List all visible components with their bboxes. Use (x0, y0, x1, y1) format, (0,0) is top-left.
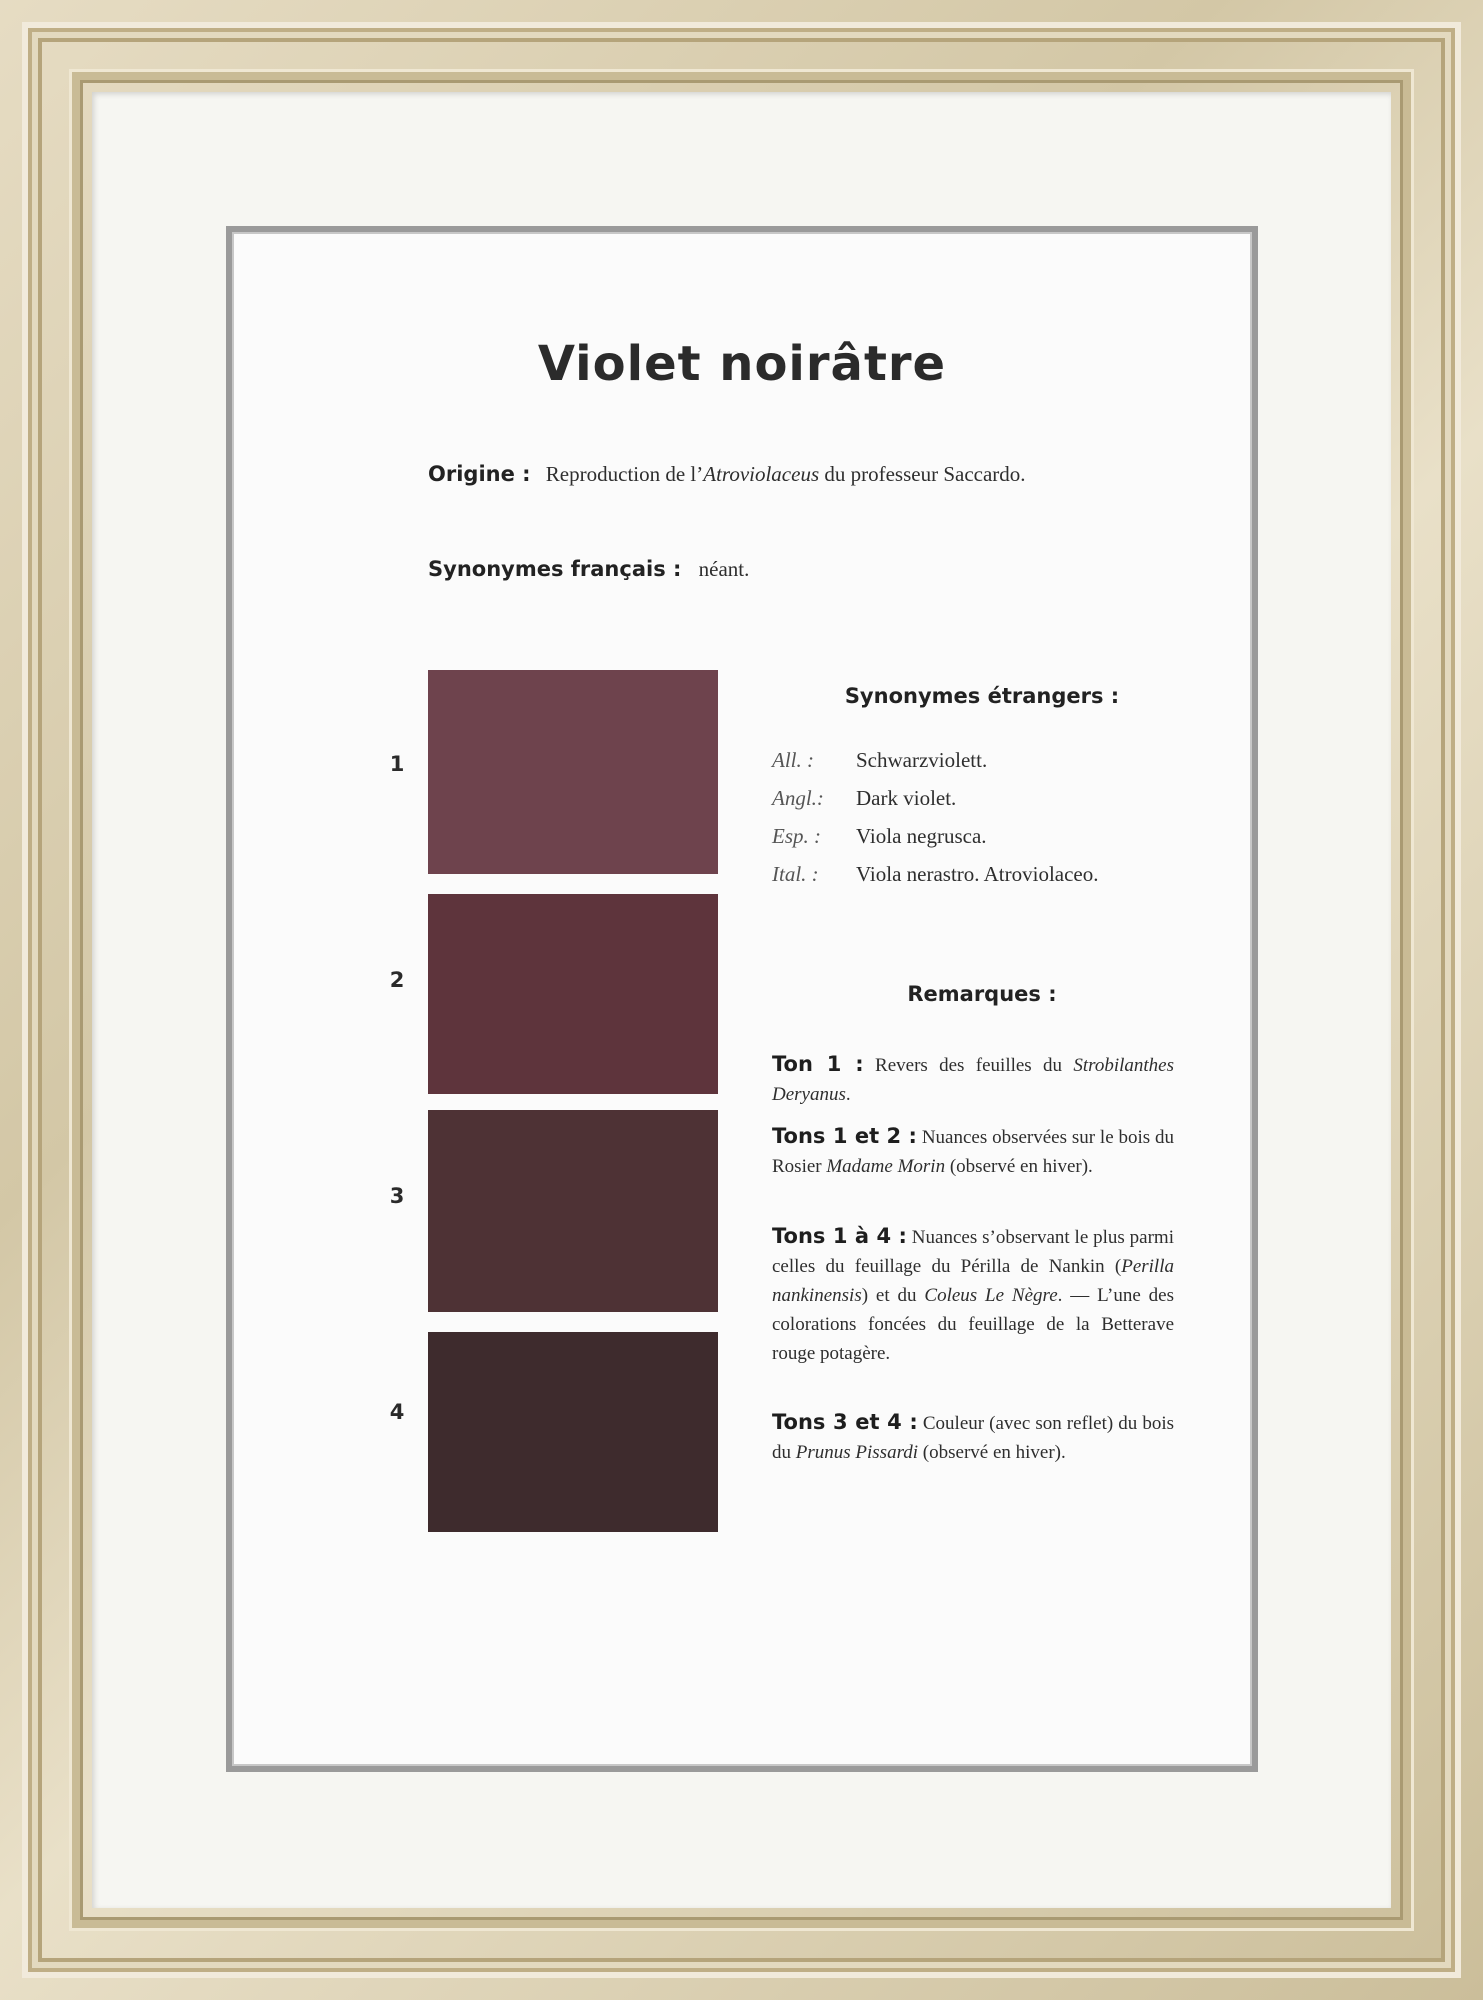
synonym-value: Viola negrusca. (856, 824, 987, 848)
synonym-language: All. : (772, 748, 814, 772)
remark-text: . (845, 1084, 851, 1105)
remark-text: ) et du (861, 1285, 925, 1306)
remark-item (772, 1122, 1174, 1181)
swatch-number-2: 2 (389, 968, 405, 992)
swatch-number-4: 4 (389, 1400, 405, 1424)
synonym-row (772, 786, 956, 811)
remark-text: (observé en hiver). (918, 1442, 1066, 1463)
remark-italic: Perilla nankinensis (772, 1256, 1174, 1306)
remark-italic: Coleus Le Nègre (924, 1285, 1058, 1306)
color-swatch-3 (428, 1110, 718, 1312)
synonym-language: Esp. : (772, 824, 821, 848)
synonym-value: Schwarzviolett. (856, 748, 988, 772)
synonym-row (772, 824, 987, 849)
origine-line (428, 462, 1026, 487)
synonymes-francais-line (428, 557, 749, 582)
swatch-number-1: 1 (389, 752, 405, 776)
origine-text-before: Reproduction de l’ (545, 462, 704, 486)
synonym-row (772, 748, 987, 773)
swatch-number-3: 3 (389, 1184, 405, 1208)
remark-italic: Madame Morin (826, 1156, 946, 1177)
color-swatch-2 (428, 894, 718, 1094)
remark-text: . — L’une des colorations foncées du feuillage de la Betterave rouge potagère. (772, 1285, 1174, 1364)
color-plate-page (226, 226, 1258, 1772)
remark-label: Tons 1 à 4 : (772, 1224, 907, 1248)
synonym-row (772, 862, 1099, 887)
color-swatch-1 (428, 670, 718, 874)
remark-item (772, 1050, 1174, 1109)
remark-italic: Strobilanthes Deryanus (772, 1055, 1174, 1105)
remarques-heading: Remarques : (907, 982, 1057, 1006)
synonymes-francais-label: Synonymes français : (428, 557, 682, 581)
remark-label: Ton 1 : (772, 1052, 864, 1076)
page-title: Violet noirâtre (537, 336, 947, 392)
remark-text: Nuances s’observant le plus parmi celles du feuillage du Périlla de Nankin ( (772, 1227, 1174, 1277)
synonym-language: Ital. : (772, 862, 819, 886)
origine-label: Origine : (428, 462, 531, 486)
color-swatch-4 (428, 1332, 718, 1532)
synonymes-francais-value: néant. (698, 557, 750, 581)
synonym-language: Angl.: (772, 786, 824, 810)
remark-text: Revers des feuilles du (863, 1055, 1074, 1076)
origine-text-italic: Atroviolaceus (703, 462, 820, 486)
remark-italic: Prunus Pissardi (795, 1442, 919, 1463)
remark-label: Tons 3 et 4 : (772, 1410, 918, 1434)
synonym-value: Viola nerastro. Atroviolaceo. (856, 862, 1099, 886)
remark-label: Tons 1 et 2 : (772, 1124, 917, 1148)
synonym-value: Dark violet. (856, 786, 957, 810)
origine-text-after: du professeur Saccardo. (819, 462, 1026, 486)
synonymes-etrangers-heading: Synonymes étrangers : (844, 684, 1120, 708)
remark-text: Nuances observées sur le bois du Rosier (772, 1127, 1175, 1177)
remark-text: (observé en hiver). (945, 1156, 1093, 1177)
remark-item (772, 1408, 1174, 1467)
remark-text: Couleur (avec son reflet) du bois du (772, 1413, 1174, 1463)
remark-item (772, 1222, 1174, 1368)
